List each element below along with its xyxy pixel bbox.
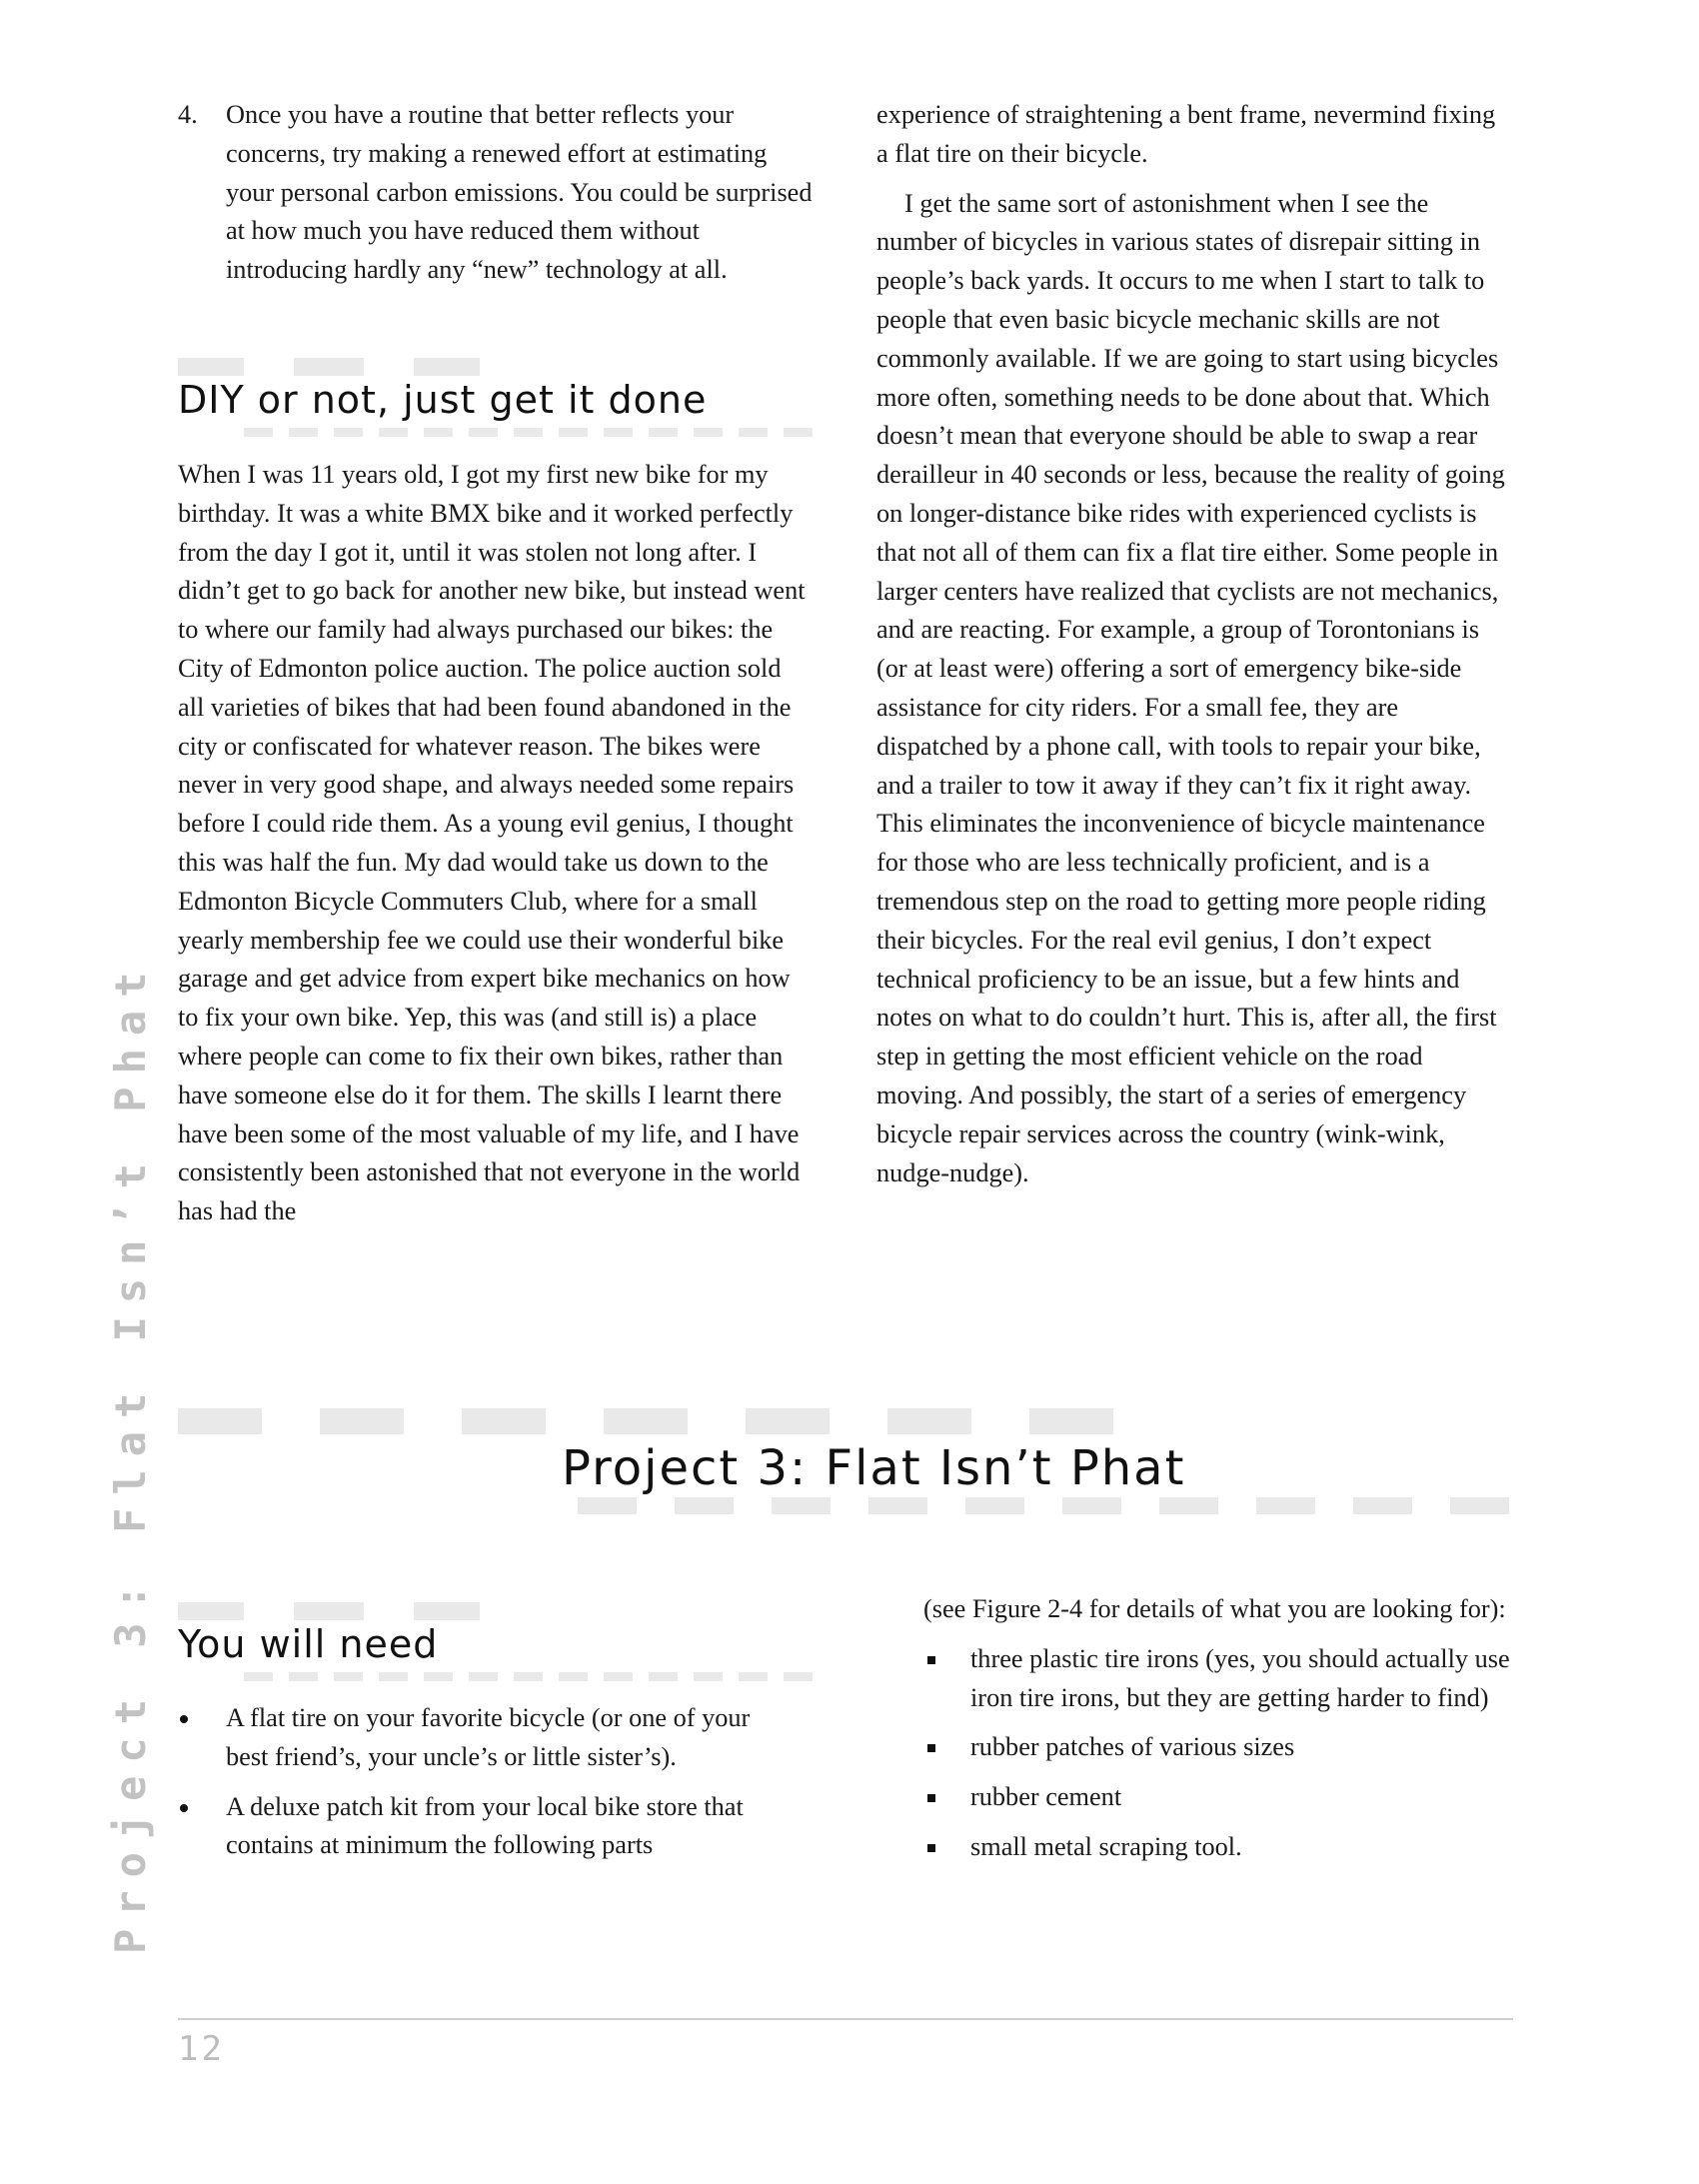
section-heading-you-will-need — [178, 1602, 814, 1682]
heading-dashes-bottom — [244, 1672, 813, 1681]
section-title: You will need — [178, 1622, 439, 1666]
item-text: Once you have a routine that better reflects your concerns, try making a renewed effort at estimating your personal carbon emissions. You could be surprised at how much you have reduced them without introducing hardly any “new” technology at all. — [226, 100, 813, 285]
project-heading — [178, 1408, 1513, 1518]
side-running-title: Project 3: Flat Isn’t Phat — [106, 959, 155, 1954]
needs-list-right — [923, 1590, 1513, 1878]
right-column — [876, 96, 1512, 1192]
paragraph-diy: When I was 11 years old, I got my first new bike for my birthday. It was a white BMX bike and it worked perfectly from the day I got it, until it was stolen not long after. I didn’t get to go back for another new bike, but instead went to where our family had always purchased our bikes: the City of Edmonton police auction. The police auction sold all varieties of bikes that had been found abandoned in the city or confiscated for whatever reason. The bikes were never in very good shape, and always needed some repairs before I could ride them. As a young evil genius, I thought this was half the fun. My dad would take us down to the Edmonton Bicycle Commuters Club, where for a small yearly membership fee we could use their wonderful bike garage and get advice from expert bike mechanics on how to fix your own bike. Yep, this was (and still is) a place where people can come to fix their own bikes, rather than have someone else do it for them. The skills I learnt there have been some of the most valuable of my life, and I have consistently been astonished that not everyone in the world has had the — [178, 460, 806, 1226]
section-heading-diy — [178, 358, 814, 438]
heading-dashes-bottom — [244, 428, 813, 437]
list-item: rubber cement — [923, 1778, 1513, 1817]
page-number: 12 — [178, 2029, 225, 2069]
parts-list — [923, 1640, 1513, 1867]
left-column-body — [178, 456, 814, 1231]
footer-rule — [178, 2018, 1513, 2020]
heading-dashes-top — [178, 1602, 480, 1620]
numbered-item-4 — [178, 96, 814, 290]
project-dashes-bottom — [578, 1497, 1509, 1514]
item-number: 4. — [178, 100, 198, 129]
needs-continuation: (see Figure 2-4 for details of what you are looking for): — [923, 1594, 1506, 1623]
list-item: rubber patches of various sizes — [923, 1728, 1513, 1767]
heading-dashes-top — [178, 358, 480, 376]
paragraph-astonishment: I get the same sort of astonishment when I see the number of bicycles in various states of disrepair sitting in people’s back yards. It occurs to me when I start to talk to people that even basic bicycle mechanic skills are not commonly available. If we are going to start using bicycles more often, something needs to be done about that. Which doesn’t mean that everyone should be able to swap a rear derailleur in 40 seconds or less, because the reality of going on longer-distance bike rides with experienced cyclists is that not all of them can fix a flat tire either. Some people in larger centers have realized that cyclists are not mechanics, and are reacting. For example, a group of Torontonians is (or at least were) offering a sort of emergency bike-side assistance for city riders. For a small fee, they are dispatched by a phone call, with tools to repair your bike, and a trailer to tow it away if they can’t fix it right away. This eliminates the inconvenience of bicycle maintenance for those who are less technically proficient, and is a tremendous step on the road to getting more people riding their bicycles. For the real evil genius, I don’t expect technical proficiency to be an issue, but a few hints and notes on what to do couldn’t hurt. This is, after all, the first step in getting the most efficient vehicle on the road moving. And possibly, the start of a series of emergency bicycle repair services across the country (wink-wink, nudge-nudge). — [876, 188, 1505, 1187]
section-title: DIY or not, just get it done — [178, 378, 708, 422]
list-item: small metal scraping tool. — [923, 1828, 1513, 1867]
list-item: A flat tire on your favorite bicycle (or one of your best friend’s, your uncle’s or little sister’s). — [178, 1699, 768, 1777]
needs-list — [178, 1699, 768, 1865]
paragraph-continuation: experience of straightening a bent frame, nevermind fixing a flat tire on their bicycle. — [876, 100, 1496, 168]
list-item: three plastic tire irons (yes, you should actually use iron tire irons, but they are getting harder to find) — [923, 1640, 1513, 1718]
project-title: Project 3: Flat Isn’t Phat — [562, 1440, 1186, 1496]
left-column-top — [178, 96, 814, 290]
list-item: A deluxe patch kit from your local bike store that contains at minimum the following parts — [178, 1788, 768, 1866]
project-dashes-top — [178, 1408, 1113, 1434]
needs-list-left — [178, 1699, 768, 1876]
